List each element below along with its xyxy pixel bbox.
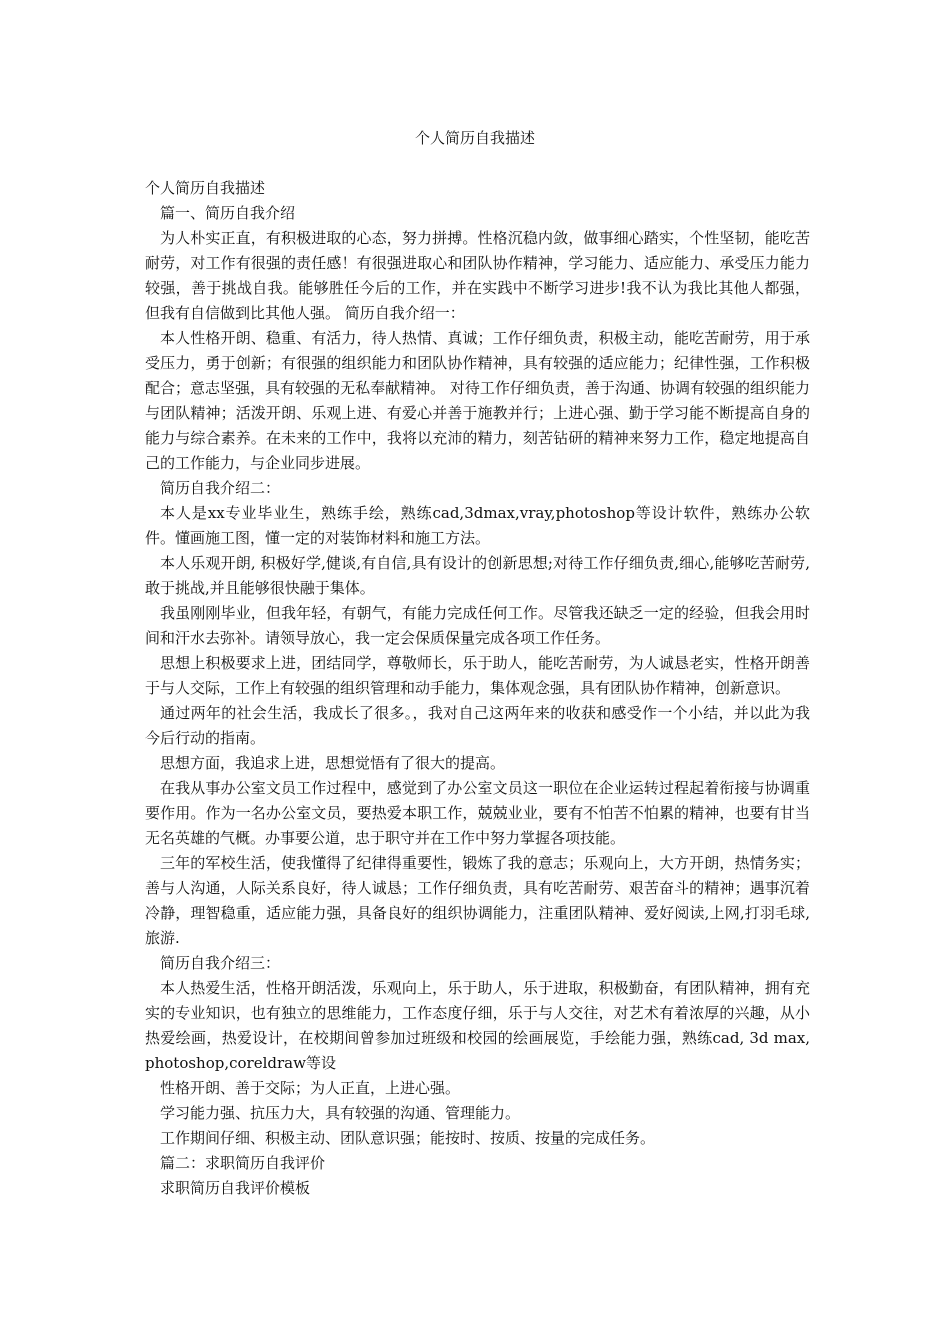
paragraph: 本人乐观开朗, 积极好学,健谈,有自信,具有设计的创新思想;对待工作仔细负责,细心,能够吃苦耐劳,敢于挑战,并且能够很快融于集体。 [145,554,810,597]
paragraph: 我虽刚刚毕业，但我年轻，有朝气，有能力完成任何工作。尽管我还缺乏一定的经验，但我会用时间和汗水去弥补。请领导放心，我一定会保质保量完成各项工作任务。 [145,604,810,647]
paragraph: 三年的军校生活，使我懂得了纪律得重要性，锻炼了我的意志；乐观向上，大方开朗，热情务实；善与人沟通，人际关系良好，待人诚恳；工作仔细负责，具有吃苦耐劳、艰苦奋斗的精神；遇事沉着冷静，理智稳重，适应能力强，具备良好的组织协调能力，注重团队精神、爱好阅读,上网,打羽毛球,旅游. [145,854,810,947]
paragraph: 通过两年的社会生活，我成长了很多。，我对自己这两年来的收获和感受作一个小结，并以此为我今后行动的指南。 [145,704,810,747]
paragraph: 工作期间仔细、积极主动、团队意识强；能按时、按质、按量的完成任务。 [160,1129,656,1147]
subsection-heading-3: 简历自我介绍三： [160,954,281,972]
paragraph: 思想上积极要求上进，团结同学，尊敬师长，乐于助人，能吃苦耐劳，为人诚恳老实，性格开朗善于与人交际，工作上有较强的组织管理和动手能力，集体观念强，具有团队协作精神，创新意识。 [145,654,810,697]
subsection-heading-2: 简历自我介绍二： [160,479,281,497]
document-title: 个人简历自我描述 [414,129,535,147]
section-heading-2: 篇二：求职简历自我评价 [160,1154,326,1172]
section-heading-1: 篇一、简历自我介绍 [160,204,296,222]
paragraph: 在我从事办公室文员工作过程中，感觉到了办公室文员这一职位在企业运转过程起着衔接与协调重要作用。作为一名办公室文员，要热爱本职工作，兢兢业业，要有不怕苦不怕累的精神，也要有甘当无名英雄的气概。办事要公道，忠于职守并在工作中努力掌握各项技能。 [145,779,810,847]
paragraph: 为人朴实正直，有积极进取的心态，努力拼搏。性格沉稳内敛，做事细心踏实，个性坚韧，能吃苦耐劳，对工作有很强的责任感！有很强进取心和团队协作精神，学习能力、适应能力、承受压力能力较强，善于挑战自我。能够胜任今后的工作，并在实践中不断学习进步!我不认为我比其他人都强，但我有自信做到比其他人强。 简历自我介绍一： [145,229,810,322]
paragraph: 本人热爱生活，性格开朗活泼，乐观向上，乐于助人，乐于进取，积极勤奋，有团队精神，拥有充实的专业知识，也有独立的思维能力，工作态度仔细，乐于与人交往，对艺术有着浓厚的兴趣，从小热爱绘画，热爱设计，在校期间曾参加过班级和校园的绘画展览，手绘能力强，熟练cad, 3d max, photoshop,coreldraw等设 [145,979,810,1072]
document-body [145,176,810,1201]
paragraph: 思想方面，我追求上进，思想觉悟有了很大的提高。 [160,754,506,772]
paragraph: 本人性格开朗、稳重、有活力，待人热情、真诚；工作仔细负责，积极主动，能吃苦耐劳，用于承受压力，勇于创新；有很强的组织能力和团队协作精神，具有较强的适应能力；纪律性强，工作积极配合；意志坚强，具有较强的无私奉献精神。 对待工作仔细负责，善于沟通、协调有较强的组织能力与团队精神；活泼开朗、乐观上进、有爱心并善于施教并行；上进心强、勤于学习能不断提高自身的能力与综合素养。在未来的工作中，我将以充沛的精力，刻苦钻研的精神来努力工作，稳定地提高自己的工作能力，与企业同步进展。 [145,329,810,472]
paragraph: 学习能力强、抗压力大，具有较强的沟通、管理能力。 [160,1104,521,1122]
body-heading: 个人简历自我描述 [145,179,266,197]
subsection-heading-template: 求职简历自我评价模板 [160,1179,311,1197]
paragraph: 性格开朗、善于交际；为人正直，上进心强。 [160,1079,461,1097]
paragraph: 本人是xx专业毕业生，熟练手绘，熟练cad,3dmax,vray,photoshop等设计软件，熟练办公软件。懂画施工图，懂一定的对装饰材料和施工方法。 [145,504,810,547]
